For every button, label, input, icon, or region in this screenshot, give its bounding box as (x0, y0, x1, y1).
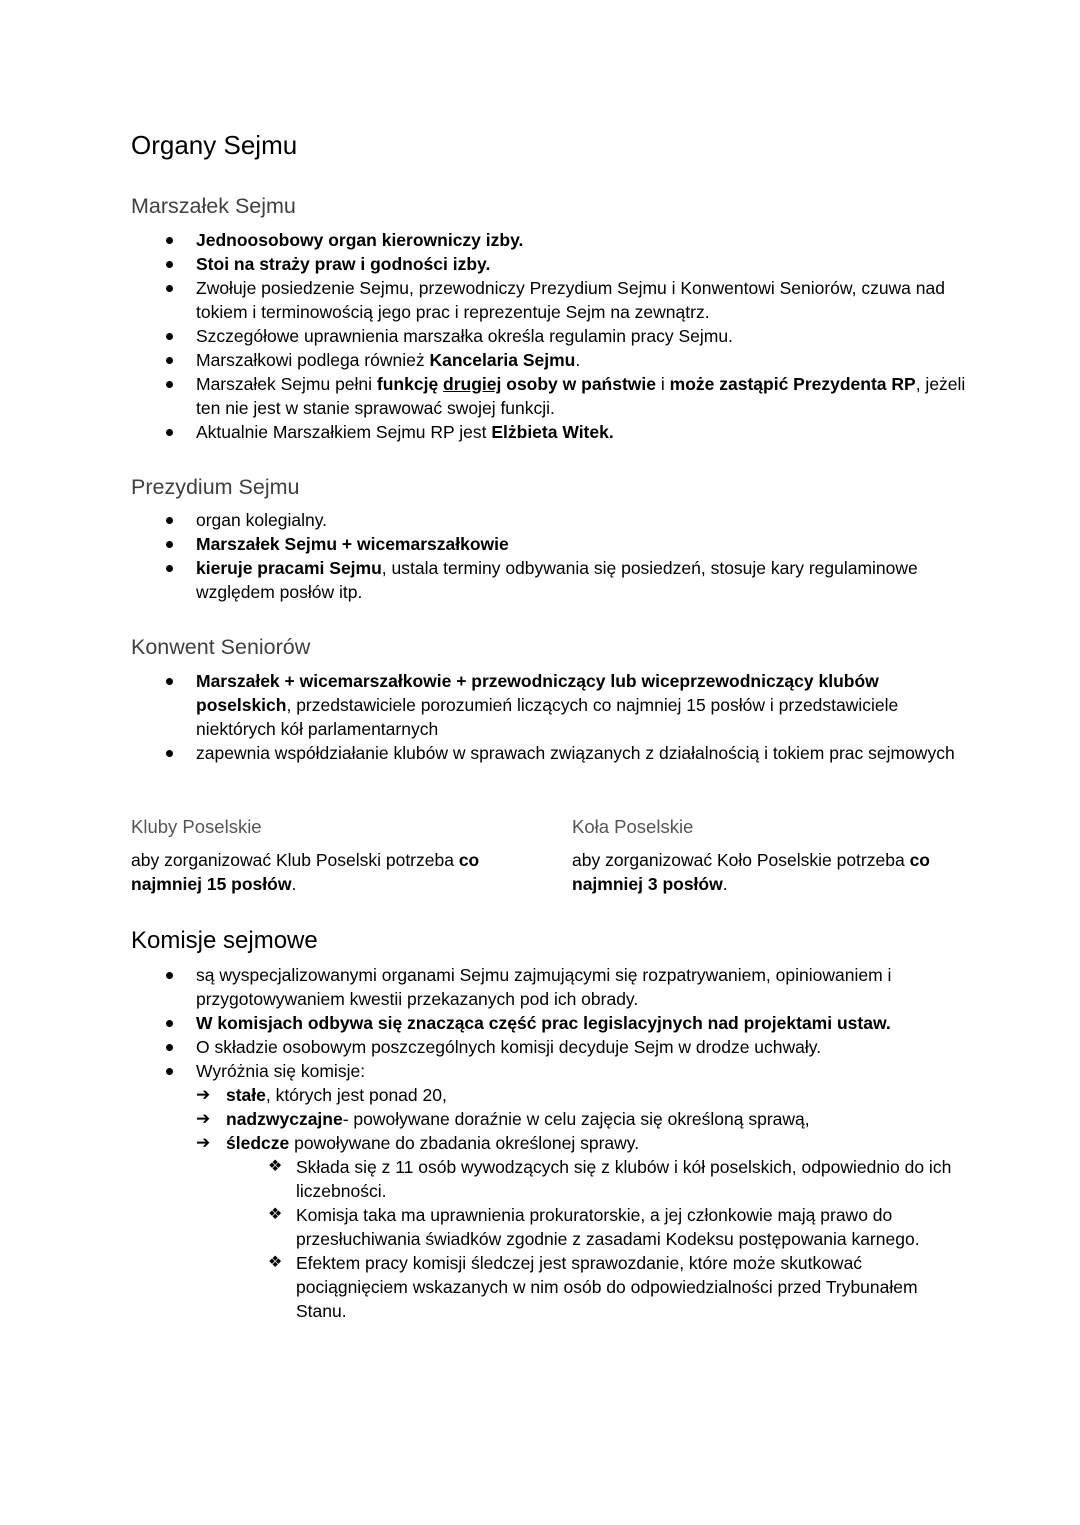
list-item: kieruje pracami Sejmu, ustala terminy odbywania się posiedzeń, stosuje kary regulaminowe względem posłów itp. (160, 556, 970, 604)
komisje-list (160, 963, 970, 1323)
list-item: ❖ Efektem pracy komisji śledczej jest sprawozdanie, które może skutkować pociągnięciem wskazanych w nim osób do odpowiedzialności przed Trybunałem Stanu. (268, 1253, 918, 1321)
list-item: Marszałek Sejmu + wicemarszałkowie (160, 532, 970, 556)
diamond-bullet-icon: ❖ (268, 1206, 283, 1223)
arrow-icon: ➔ (196, 1085, 211, 1104)
list-item: ➔ stałe, których jest ponad 20, (196, 1085, 447, 1105)
list-item: Marszałek + wicemarszałkowie + przewodniczący lub wiceprzewodniczący klubów poselskich, przedstawiciele porozumień liczących co najmniej 15 posłów i przedstawiciele niektórych kół parlamentarnych (160, 669, 970, 741)
list-item: Stoi na straży praw i godności izby. (160, 252, 970, 276)
list-item: ❖ Składa się z 11 osób wywodzących się z klubów i kół poselskich, odpowiednio do ich liczebności. (268, 1157, 952, 1201)
list-item: Jednoosobowy organ kierowniczy izby. (160, 228, 970, 252)
list-item: O składzie osobowym poszczególnych komisji decyduje Sejm w drodze uchwały. (160, 1035, 970, 1059)
kola-heading: Koła Poselskie (572, 816, 694, 837)
list-item: Szczegółowe uprawnienia marszałka określa regulamin pracy Sejmu. (160, 324, 970, 348)
list-item: zapewnia współdziałanie klubów w sprawach związanych z działalnością i tokiem prac sejmowych (160, 741, 970, 765)
section-heading-marszalek: Marszałek Sejmu (131, 194, 296, 218)
kluby-text: aby zorganizować Klub Poselski potrzeba co najmniej 15 posłów. (131, 850, 480, 894)
section-heading-prezydium: Prezydium Sejmu (131, 475, 300, 499)
sledcze-details-list (226, 1155, 970, 1323)
list-item: organ kolegialny. (160, 508, 970, 532)
arrow-icon: ➔ (196, 1133, 211, 1152)
konwent-list (160, 669, 970, 765)
marszalek-list (160, 228, 970, 444)
section-heading-konwent: Konwent Seniorów (131, 635, 311, 659)
list-item: ➔ śledcze powoływane do zbadania określonej sprawy. ❖ Składa się z 11 osób wywodzących się z klubów i kół poselskich, odpowiednio do ich liczebności. ❖ Komisja taka ma uprawnienia prokuratorskie, a jej członkowie mają prawo do przesłuchiwania świadków zgodnie z zasadami Kodeksu postępowania karnego. ❖ Efektem pracy komisji śledczej jest sprawozdanie, które może skutkować pociągnięciem wskazanych w nim osób do odpowiedzialności przed Trybunałem Stanu. (196, 1131, 970, 1323)
list-item: są wyspecjalizowanymi organami Sejmu zajmującymi się rozpatrywaniem, opiniowaniem i przygotowywaniem kwestii przekazanych pod ich obrady. (160, 963, 970, 1011)
list-item: W komisjach odbywa się znacząca część prac legislacyjnych nad projektami ustaw. (160, 1011, 970, 1035)
list-item: Aktualnie Marszałkiem Sejmu RP jest Elżbieta Witek. (160, 420, 970, 444)
list-item: Wyróżnia się komisje: ➔ stałe, których jest ponad 20, ➔ nadzwyczajne- powoływane doraźnie w celu zajęcia się określoną sprawą, ➔ śledcze powoływane do zbadania określonej sprawy. ❖ Składa się z 11 osób wywodzących się z klubów i kół poselskich, odpowiednio do ich liczebności. ❖ Komisja taka ma uprawnienia prokuratorskie, a jej członkowie mają prawo do przesłuchiwania świadków zgodnie z zasadami Kodeksu postępowania karnego. ❖ Efektem pracy komisji śledczej jest sprawozdanie, które może skutkować pociągnięciem wskazanych w nim osób do odpowiedzialności przed Trybunałem Stanu. (160, 1059, 970, 1323)
section-heading-komisje: Komisje sejmowe (131, 927, 318, 954)
prezydium-list (160, 508, 970, 604)
diamond-bullet-icon: ❖ (268, 1254, 283, 1271)
diamond-bullet-icon: ❖ (268, 1158, 283, 1175)
kluby-heading: Kluby Poselskie (131, 816, 262, 837)
list-item: Marszałek Sejmu pełni funkcję drugiej osoby w państwie i może zastąpić Prezydenta RP, jeżeli ten nie jest w stanie sprawować swojej funkcji. (160, 372, 970, 420)
list-item: ❖ Komisja taka ma uprawnienia prokuratorskie, a jej członkowie mają prawo do przesłuchiwania świadków zgodnie z zasadami Kodeksu postępowania karnego. (268, 1205, 920, 1249)
list-item: Marszałkowi podlega również Kancelaria Sejmu. (160, 348, 970, 372)
list-item: ➔ nadzwyczajne- powoływane doraźnie w celu zajęcia się określoną sprawą, (196, 1109, 810, 1129)
list-item: Zwołuje posiedzenie Sejmu, przewodniczy Prezydium Sejmu i Konwentowi Seniorów, czuwa nad tokiem i terminowością jego prac i reprezentuje Sejm na zewnątrz. (160, 276, 970, 324)
kola-text: aby zorganizować Koło Poselskie potrzeba co najmniej 3 posłów. (572, 850, 930, 894)
komisje-types-list (196, 1083, 970, 1323)
arrow-icon: ➔ (196, 1109, 211, 1128)
page-title: Organy Sejmu (131, 130, 298, 160)
